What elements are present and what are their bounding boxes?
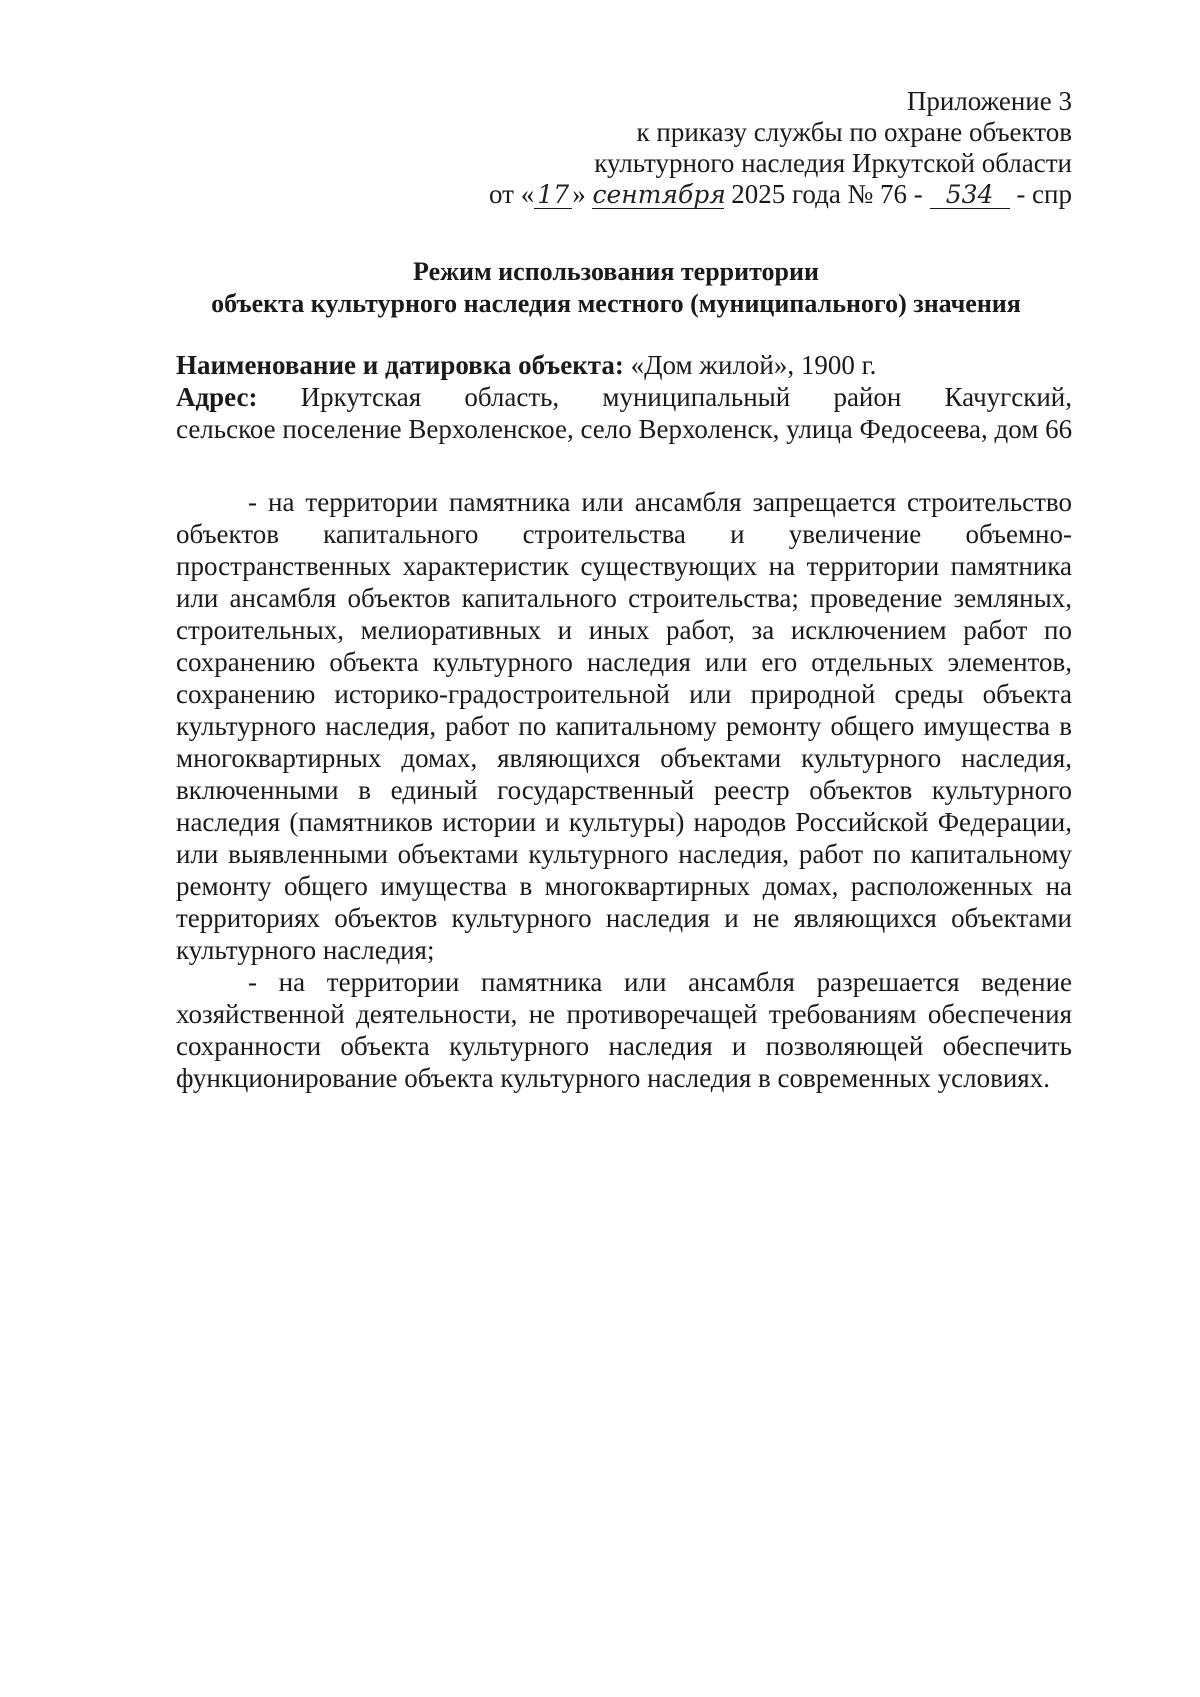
appendix-number: Приложение 3 (906, 86, 1072, 116)
order-suffix: - спр (1016, 179, 1072, 209)
title-line-1: Режим использования территории (413, 257, 819, 286)
address-label: Адрес: (176, 382, 258, 412)
rule-permitted: - на территории памятника или ансамбля разрешается ведение хозяйственной деятельности, не противоречащей требованиям обеспечения сохранности объекта культурного наследия и позволяющей обеспечить функционирование объекта культурного наследия в современных условиях. (176, 967, 1072, 1093)
date-mid: » (572, 179, 586, 209)
handwritten-day: 17 (534, 182, 572, 209)
handwritten-order-number: 534 (930, 182, 1010, 209)
object-name-value: «Дом жилой», 1900 г. (630, 350, 877, 380)
address-line-1 (176, 381, 1072, 413)
appendix-header (489, 86, 1072, 210)
address-line-2: сельское поселение Верхоленское, село Верхоленск, улица Федосеева, дом 66 (176, 414, 1073, 444)
object-name-label: Наименование и датировка объекта: (176, 350, 624, 380)
object-info (176, 349, 1072, 445)
address-word: Качугский, (944, 382, 1072, 412)
usage-rules (176, 486, 1072, 1094)
date-year-text: 2025 года № 76 - (731, 179, 923, 209)
appendix-authority: культурного наследия Иркутской области (594, 148, 1072, 178)
address-word: муниципальный (602, 382, 791, 412)
date-prefix: от « (489, 179, 535, 209)
address-word: область, (464, 382, 560, 412)
document-title (160, 256, 1072, 320)
address-word: район (833, 382, 902, 412)
appendix-order-ref: к приказу службы по охране объектов (636, 117, 1072, 147)
rule-prohibited: - на территории памятника или ансамбля запрещается строительство объектов капитального строительства и увеличение объемно-пространственных характеристик существующих на территории памятника или ансамбля объектов капитального строительства; проведение земляных, строительных, мелиоративных и иных работ, за исключением работ по сохранению объекта культурного наследия или его отдельных элементов, сохранению историко-градостроительной или природной среды объекта культурного наследия, работ по капитальному ремонту общего имущества в многоквартирных домах, являющихся объектами культурного наследия, включенными в единый государственный реестр объектов культурного наследия (памятников истории и культуры) народов Российской Федерации, или выявленными объектами культурного наследия, работ по капитальному ремонту общего имущества в многоквартирных домах, расположенных на территориях объектов культурного наследия и не являющихся объектами культурного наследия; (176, 487, 1072, 965)
object-name-line (176, 349, 1072, 381)
title-line-2: объекта культурного наследия местного (муниципального) значения (211, 289, 1021, 318)
address-word: Иркутская (300, 382, 422, 412)
handwritten-month: сентября (592, 180, 726, 209)
order-date-line (489, 179, 1072, 210)
